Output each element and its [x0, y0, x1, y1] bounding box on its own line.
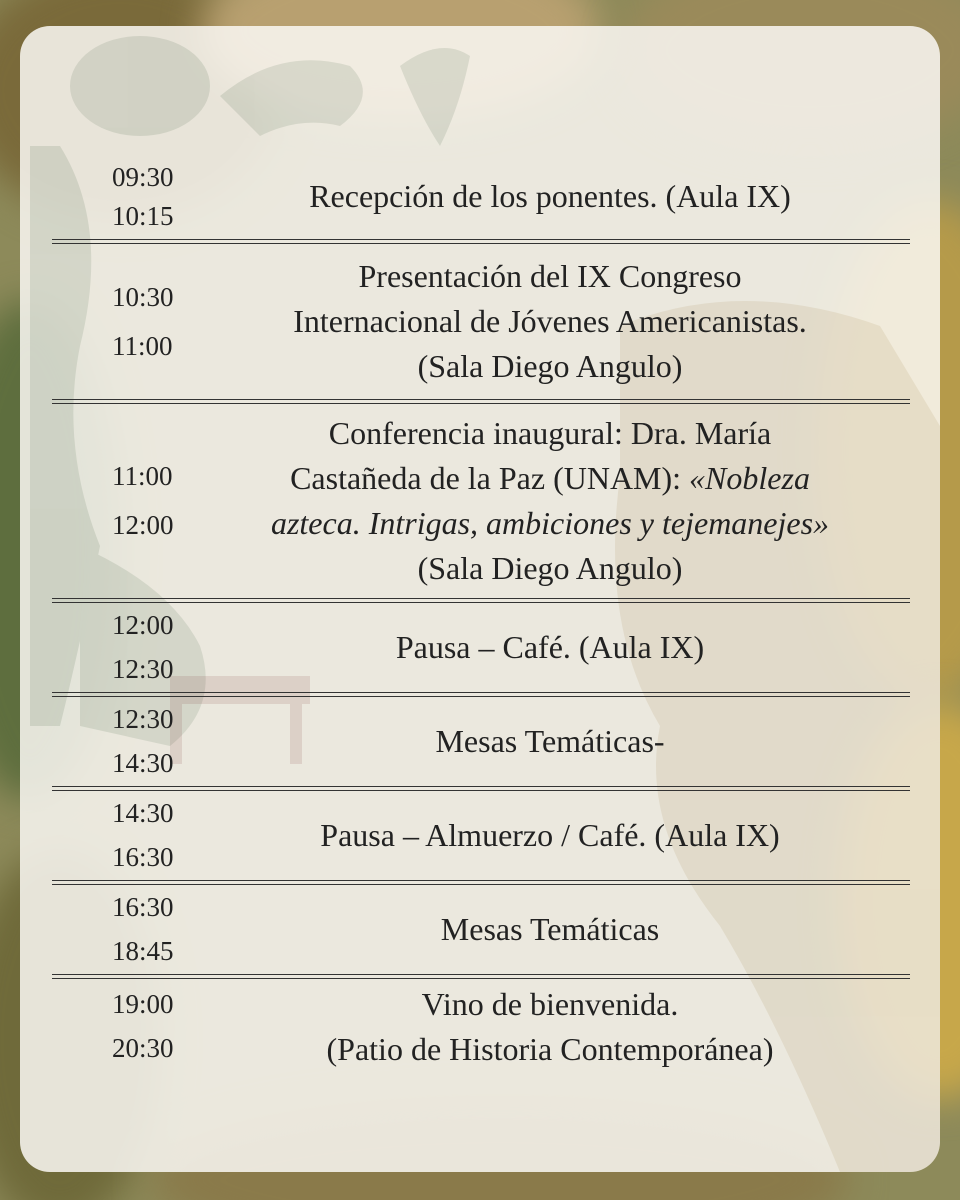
schedule-row: [52, 697, 910, 786]
start-time: 12:30: [112, 704, 174, 734]
end-time: 18:45: [112, 936, 174, 966]
time-range: [52, 161, 202, 231]
event-description: Pausa – Café. (Aula IX): [395, 629, 705, 665]
schedule-row: [52, 244, 910, 399]
event-description: Presentación del IX Congreso Internacional de Jóvenes Americanistas. (Sala Diego Angulo): [293, 258, 807, 384]
conference-title: «Nobleza: [689, 460, 810, 496]
start-time: 19:00: [112, 989, 174, 1019]
start-time: 11:00: [112, 461, 173, 491]
start-time: 10:30: [112, 281, 174, 312]
schedule-row: [52, 979, 910, 1074]
time-range: [52, 281, 202, 361]
event-description: Mesas Temáticas-: [435, 723, 665, 759]
time-range: [52, 463, 202, 539]
start-time: 09:30: [112, 161, 174, 192]
schedule-row: [52, 154, 910, 239]
time-range: [52, 706, 202, 777]
end-time: 14:30: [112, 748, 174, 778]
time-range: [52, 612, 202, 683]
schedule-row: [52, 885, 910, 974]
end-time: 10:15: [112, 200, 174, 231]
event-description: Pausa – Almuerzo / Café. (Aula IX): [320, 817, 780, 853]
start-time: 12:00: [112, 610, 174, 640]
conference-title: azteca. Intrigas, ambiciones y tejemanejes»: [270, 505, 830, 541]
end-time: 12:00: [112, 510, 174, 540]
end-time: 20:30: [112, 1033, 174, 1063]
start-time: 16:30: [112, 892, 174, 922]
schedule-row: [52, 603, 910, 692]
event-description: Conferencia inaugural: Dra. María Castañeda de la Paz (UNAM): «Nobleza azteca. Intrigas, ambiciones y tejemanejes» (Sala Diego Angulo): [202, 411, 910, 591]
start-time: 14:30: [112, 798, 174, 828]
event-description: Recepción de los ponentes. (Aula IX): [309, 178, 791, 214]
event-description: Vino de bienvenida. (Patio de Historia Contemporánea): [326, 985, 774, 1067]
end-time: 12:30: [112, 654, 174, 684]
schedule-card: [20, 26, 940, 1172]
schedule-row: [52, 404, 910, 598]
time-range: [52, 894, 202, 965]
end-time: 16:30: [112, 842, 174, 872]
time-range: [52, 991, 202, 1062]
schedule-row: [52, 791, 910, 880]
event-description: Mesas Temáticas: [440, 911, 660, 947]
schedule-table: [52, 154, 910, 1074]
time-range: [52, 800, 202, 871]
end-time: 11:00: [112, 330, 173, 361]
